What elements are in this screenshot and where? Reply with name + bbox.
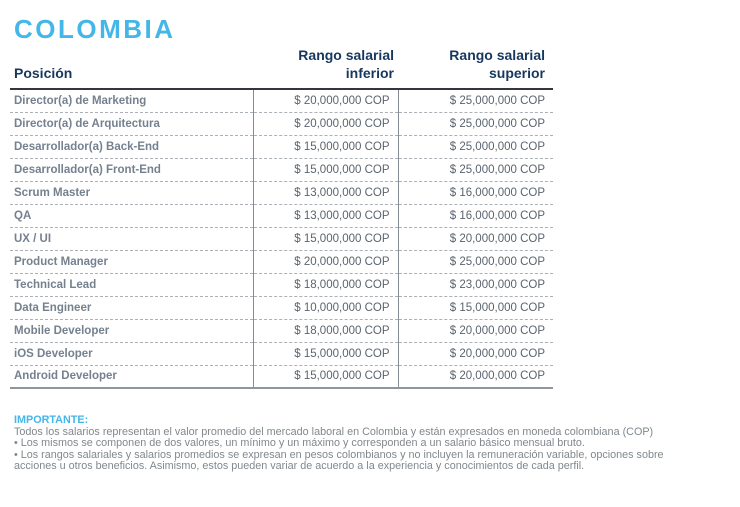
column-header-superior-line2: superior — [488, 64, 545, 81]
position-cell: Data Engineer — [10, 296, 253, 319]
superior-salary-cell: $ 25,000,000 COP — [398, 158, 553, 181]
inferior-salary-cell: $ 18,000,000 COP — [253, 273, 398, 296]
table-row — [10, 89, 553, 112]
position-cell: Desarrollador(a) Front-End — [10, 158, 253, 181]
position-cell: Product Manager — [10, 250, 253, 273]
table-row — [10, 135, 553, 158]
inferior-salary-cell: $ 20,000,000 COP — [253, 250, 398, 273]
inferior-salary-cell: $ 20,000,000 COP — [253, 112, 398, 135]
table-row — [10, 342, 553, 365]
inferior-salary-cell: $ 15,000,000 COP — [253, 227, 398, 250]
inferior-salary-cell: $ 15,000,000 COP — [253, 135, 398, 158]
column-header-inferior-line1: Rango salarial — [298, 47, 394, 63]
footer-line: • Los mismos se componen de dos valores, un mínimo y un máximo y corresponden a un salario básico mensual bruto. — [14, 437, 585, 449]
inferior-salary-cell: $ 18,000,000 COP — [253, 319, 398, 342]
column-header-position: Posición — [10, 46, 253, 89]
superior-salary-cell: $ 25,000,000 COP — [449, 94, 545, 107]
table-row — [10, 365, 553, 388]
position-cell: iOS Developer — [10, 342, 253, 365]
inferior-salary-cell: $ 15,000,000 COP — [253, 158, 398, 181]
salary-table-body — [10, 89, 553, 388]
salary-table — [10, 46, 553, 389]
page-title: COLOMBIA — [14, 14, 176, 44]
inferior-salary-cell: $ 15,000,000 COP — [253, 342, 398, 365]
superior-salary-cell: $ 20,000,000 COP — [398, 319, 553, 342]
position-cell: Desarrollador(a) Back-End — [10, 135, 253, 158]
table-row — [10, 296, 553, 319]
superior-salary-cell: $ 25,000,000 COP — [398, 135, 553, 158]
column-header-inferior-line2: inferior — [345, 64, 394, 81]
table-row — [10, 112, 553, 135]
footer-lines — [14, 427, 720, 473]
table-row — [10, 227, 553, 250]
column-header-inferior — [253, 46, 398, 89]
superior-salary-cell: $ 15,000,000 COP — [398, 296, 553, 319]
inferior-salary-cell: $ 10,000,000 COP — [253, 296, 398, 319]
table-row — [10, 181, 553, 204]
table-row — [10, 158, 553, 181]
salary-table-header — [10, 46, 553, 89]
footer-note — [14, 415, 720, 473]
position-cell: Android Developer — [10, 365, 253, 388]
superior-salary-cell: $ 25,000,000 COP — [398, 250, 553, 273]
position-cell: QA — [10, 204, 253, 227]
column-header-superior-line1: Rango salarial — [449, 47, 545, 63]
inferior-salary-cell: $ 13,000,000 COP — [253, 181, 398, 204]
table-row — [10, 319, 553, 342]
position-cell: Mobile Developer — [10, 319, 253, 342]
footer-line: acciones u otros beneficios. Asimismo, estos pueden variar de acuerdo a la experiencia y conocimientos de cada perfil. — [14, 460, 585, 472]
position-cell: Director(a) de Arquitectura — [10, 112, 253, 135]
position-cell: UX / UI — [10, 227, 253, 250]
superior-salary-cell: $ 23,000,000 COP — [398, 273, 553, 296]
column-header-superior — [398, 46, 553, 89]
superior-salary-cell: $ 25,000,000 COP — [398, 112, 553, 135]
table-row — [10, 273, 553, 296]
position-cell: Scrum Master — [10, 181, 253, 204]
position-cell: Director(a) de Marketing — [10, 89, 253, 112]
superior-salary-cell: $ 16,000,000 COP — [398, 181, 553, 204]
footer-line: • Los rangos salariales y salarios promedios se expresan en pesos colombianos y no incluyen la remuneración variable, opciones sobre — [14, 448, 664, 461]
inferior-salary-cell: $ 15,000,000 COP — [253, 365, 398, 388]
superior-salary-cell: $ 20,000,000 COP — [398, 365, 553, 388]
footer-line: Todos los salarios representan el valor promedio del mercado laboral en Colombia y están expresados en moneda colombiana (COP) — [14, 425, 654, 438]
inferior-salary-cell: $ 13,000,000 COP — [253, 204, 398, 227]
position-cell: Technical Lead — [10, 273, 253, 296]
superior-salary-cell: $ 20,000,000 COP — [398, 227, 553, 250]
table-row — [10, 204, 553, 227]
superior-salary-cell: $ 20,000,000 COP — [398, 342, 553, 365]
footer-heading: IMPORTANTE: — [14, 414, 89, 426]
superior-salary-cell: $ 16,000,000 COP — [398, 204, 553, 227]
header-row — [10, 46, 553, 89]
table-row — [10, 250, 553, 273]
inferior-salary-cell: $ 20,000,000 COP — [253, 89, 398, 112]
